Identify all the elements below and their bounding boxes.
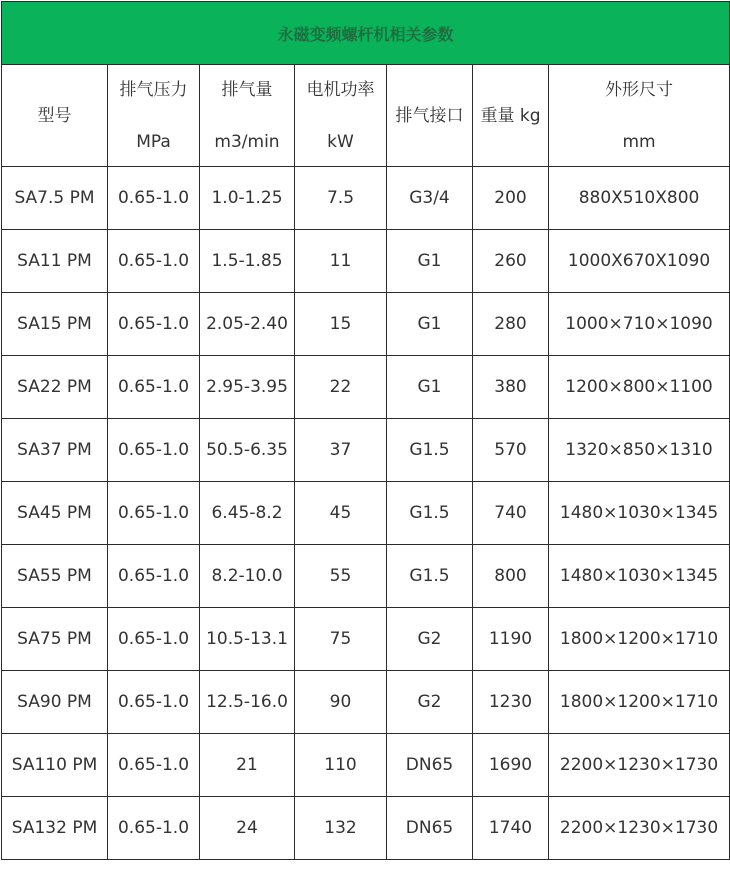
header-unit: mm xyxy=(622,131,656,152)
cell-model: SA90 PM xyxy=(2,671,108,734)
cell-flow: 10.5-13.1 xyxy=(200,608,295,671)
cell-weight: 570 xyxy=(473,419,549,482)
header-unit: m3/min xyxy=(214,131,280,152)
cell-weight: 200 xyxy=(473,167,549,230)
cell-outlet: DN65 xyxy=(387,797,473,860)
cell-flow: 1.5-1.85 xyxy=(200,230,295,293)
cell-outlet: G1 xyxy=(387,356,473,419)
cell-power: 132 xyxy=(295,797,387,860)
cell-pressure: 0.65-1.0 xyxy=(108,230,200,293)
table-row xyxy=(2,356,730,419)
header-label: 电机功率 xyxy=(306,79,375,100)
cell-power: 110 xyxy=(295,734,387,797)
cell-pressure: 0.65-1.0 xyxy=(108,356,200,419)
cell-outlet: G1 xyxy=(387,230,473,293)
cell-weight: 1690 xyxy=(473,734,549,797)
cell-model: SA11 PM xyxy=(2,230,108,293)
cell-model: SA7.5 PM xyxy=(2,167,108,230)
header-flow xyxy=(200,65,295,167)
header-power xyxy=(295,65,387,167)
table-row xyxy=(2,545,730,608)
cell-power: 15 xyxy=(295,293,387,356)
cell-weight: 1230 xyxy=(473,671,549,734)
cell-model: SA55 PM xyxy=(2,545,108,608)
cell-pressure: 0.65-1.0 xyxy=(108,167,200,230)
cell-weight: 1190 xyxy=(473,608,549,671)
cell-dimensions: 880X510X800 xyxy=(549,167,730,230)
cell-model: SA45 PM xyxy=(2,482,108,545)
cell-flow: 6.45-8.2 xyxy=(200,482,295,545)
header-label: 排气接口 xyxy=(395,105,464,126)
cell-flow: 12.5-16.0 xyxy=(200,671,295,734)
cell-weight: 1740 xyxy=(473,797,549,860)
table-title: 永磁变频螺杆机相关参数 xyxy=(2,2,730,65)
cell-outlet: G1.5 xyxy=(387,482,473,545)
cell-pressure: 0.65-1.0 xyxy=(108,671,200,734)
cell-dimensions: 2200×1230×1730 xyxy=(549,797,730,860)
cell-power: 90 xyxy=(295,671,387,734)
cell-weight: 380 xyxy=(473,356,549,419)
title-row xyxy=(2,2,730,65)
cell-outlet: G2 xyxy=(387,608,473,671)
cell-outlet: G1.5 xyxy=(387,419,473,482)
table-row xyxy=(2,608,730,671)
table-row xyxy=(2,482,730,545)
cell-power: 11 xyxy=(295,230,387,293)
header-label: 重量 kg xyxy=(480,105,541,126)
cell-pressure: 0.65-1.0 xyxy=(108,797,200,860)
header-unit: kW xyxy=(327,131,354,152)
cell-dimensions: 1800×1200×1710 xyxy=(549,671,730,734)
cell-dimensions: 1200×800×1100 xyxy=(549,356,730,419)
table-row xyxy=(2,419,730,482)
cell-outlet: G1 xyxy=(387,293,473,356)
table-row xyxy=(2,167,730,230)
header-label: 排气量 xyxy=(221,79,273,100)
table-row xyxy=(2,671,730,734)
header-weight xyxy=(473,65,549,167)
cell-flow: 24 xyxy=(200,797,295,860)
cell-model: SA110 PM xyxy=(2,734,108,797)
cell-power: 75 xyxy=(295,608,387,671)
table-row xyxy=(2,797,730,860)
cell-power: 7.5 xyxy=(295,167,387,230)
cell-pressure: 0.65-1.0 xyxy=(108,293,200,356)
header-label: 排气压力 xyxy=(119,79,188,100)
cell-power: 55 xyxy=(295,545,387,608)
cell-pressure: 0.65-1.0 xyxy=(108,482,200,545)
cell-power: 45 xyxy=(295,482,387,545)
spec-table-container xyxy=(1,1,729,868)
header-row xyxy=(2,65,730,167)
header-model xyxy=(2,65,108,167)
cell-pressure: 0.65-1.0 xyxy=(108,545,200,608)
cell-dimensions: 1000X670X1090 xyxy=(549,230,730,293)
cell-weight: 800 xyxy=(473,545,549,608)
cell-model: SA37 PM xyxy=(2,419,108,482)
cell-pressure: 0.65-1.0 xyxy=(108,608,200,671)
cell-flow: 21 xyxy=(200,734,295,797)
header-unit: MPa xyxy=(136,131,171,152)
cell-power: 22 xyxy=(295,356,387,419)
cell-dimensions: 1320×850×1310 xyxy=(549,419,730,482)
cell-flow: 50.5-6.35 xyxy=(200,419,295,482)
cell-pressure: 0.65-1.0 xyxy=(108,734,200,797)
cell-pressure: 0.65-1.0 xyxy=(108,419,200,482)
cell-weight: 740 xyxy=(473,482,549,545)
header-outlet xyxy=(387,65,473,167)
header-label: 外形尺寸 xyxy=(605,79,674,100)
cell-flow: 2.05-2.40 xyxy=(200,293,295,356)
cell-outlet: G1.5 xyxy=(387,545,473,608)
cell-outlet: G3/4 xyxy=(387,167,473,230)
cell-dimensions: 1480×1030×1345 xyxy=(549,545,730,608)
cell-model: SA15 PM xyxy=(2,293,108,356)
cell-model: SA132 PM xyxy=(2,797,108,860)
cell-outlet: DN65 xyxy=(387,734,473,797)
cell-dimensions: 1480×1030×1345 xyxy=(549,482,730,545)
cell-weight: 260 xyxy=(473,230,549,293)
cell-flow: 2.95-3.95 xyxy=(200,356,295,419)
cell-flow: 8.2-10.0 xyxy=(200,545,295,608)
spec-table xyxy=(1,1,730,860)
cell-power: 37 xyxy=(295,419,387,482)
table-row xyxy=(2,293,730,356)
cell-model: SA75 PM xyxy=(2,608,108,671)
cell-model: SA22 PM xyxy=(2,356,108,419)
table-row xyxy=(2,230,730,293)
cell-flow: 1.0-1.25 xyxy=(200,167,295,230)
table-body xyxy=(2,167,730,860)
cell-weight: 280 xyxy=(473,293,549,356)
table-row xyxy=(2,734,730,797)
header-pressure xyxy=(108,65,200,167)
cell-outlet: G2 xyxy=(387,671,473,734)
header-label: 型号 xyxy=(37,105,72,126)
cell-dimensions: 2200×1230×1730 xyxy=(549,734,730,797)
cell-dimensions: 1000×710×1090 xyxy=(549,293,730,356)
header-dimensions xyxy=(549,65,730,167)
cell-dimensions: 1800×1200×1710 xyxy=(549,608,730,671)
